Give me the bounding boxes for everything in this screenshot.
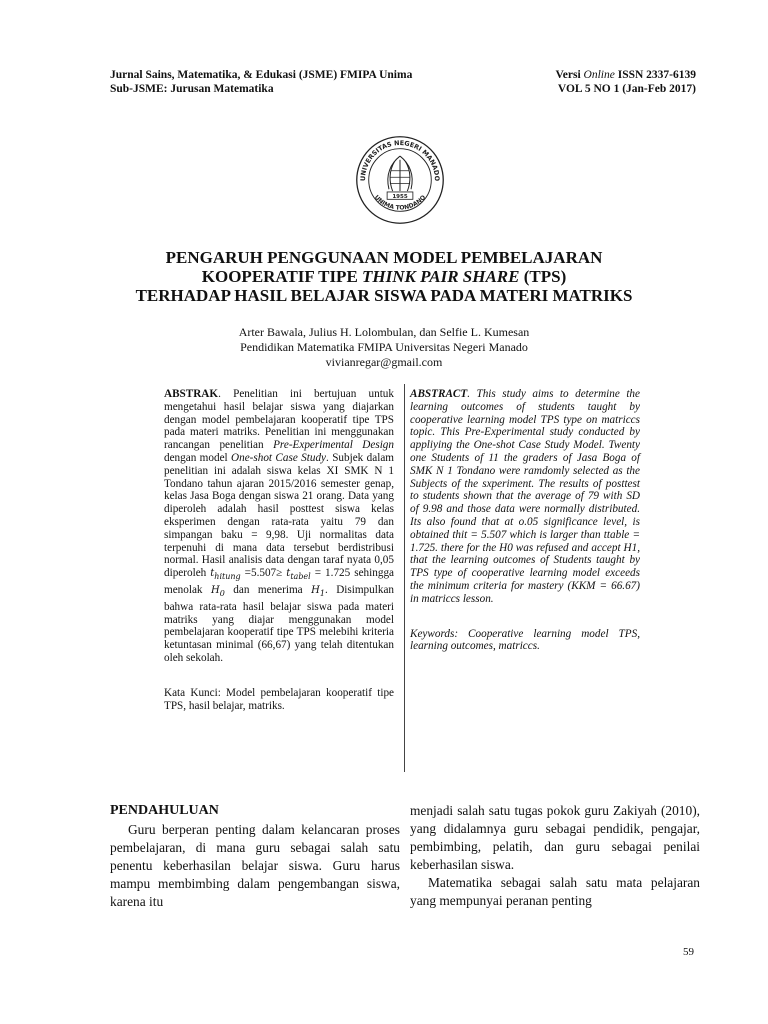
volume-line: VOL 5 NO 1 (Jan-Feb 2017) [557, 83, 696, 95]
affiliation: Pendidikan Matematika FMIPA Universitas Negeri Manado [240, 340, 528, 354]
journal-header-right [556, 68, 696, 96]
seal-year: 1955 [392, 193, 408, 200]
body-column-right [410, 802, 700, 910]
abstract-english: ABSTRACT. This study aims to determine the learning outcomes of students taught by cooperative learning model TPS type on matriccs topic. This Pre-Experimental study conducted by appliying the One-shot Case Study Model. Twenty one Students of 11 the graders of Jasa Boga of SMK N 1 Tondano were ramdomly selected as the Subjects of the sxperiment. The results of posttest to students shown that the average of 79 with SD of 9.98 and those data were normally distributed. Its also found that at o.05 significance level, is obtained thit = 5.507 which is larger than ttable = 1.725. there for the H0 was refused and accept H1, that the learning outcomes of Students taught by TPS type of cooperative learning model exceeds the minimum criteria for mastery (KKM = 66.67) in matriccs lesson. Keywords: Cooperative learning model TPS, learning outcomes, matriccs. [410, 388, 640, 653]
university-seal-icon [354, 134, 446, 226]
author-block [80, 325, 688, 370]
journal-name: Jurnal Sains, Matematika, & Edukasi (JSME) FMIPA Unima [110, 69, 413, 81]
body-paragraph: menjadi salah satu tugas pokok guru Zakiyah (2010), yang didalamnya guru sebagai pendidik, pengajar, pembimbing, pelatih, dan guru sebagai penilai keberhasilan siswa. [410, 803, 700, 872]
keywords-indonesian: Kata Kunci: Model pembelajaran kooperatif tipe TPS, hasil belajar, matriks. [164, 686, 394, 712]
body-paragraph: Guru berperan penting dalam kelancaran proses pembelajaran, di mana guru sebagai salah satu penentu keberhasilan belajar siswa. Guru harus mampu membimbing dalam pengembangan siswa, karena itu [110, 822, 400, 909]
body-column-left [110, 802, 400, 911]
journal-header-left [110, 68, 412, 96]
abstract-indonesian: ABSTRAK. Penelitian ini bertujuan untuk mengetahui hasil belajar siswa yang diajarkan dengan model pembelajaran kooperatif tipe TPS pada materi matriks. Penelitian ini menggunakan rancangan penelitian Pre-Experimental Design dengan model One-shot Case Study. Subjek dalam penelitian ini adalah siswa kelas XI SMK N 1 Tondano tahun ajaran 2015/2016 semester genap, kelas Jasa Boga dengan siswa 21 orang. Data yang diperoleh adalah hasil posttest siswa kelas eksperimen dengan rata-rata yaitu 79 dan simpangan baku = 9,98. Uji normalitas data terpenuhi di mana data tersebut berdistribusi normal. Hasil analisis data dengan taraf nyata 0,05 diperoleh $t_{hitung} =5.507\ge t_{tabel} = 1.725$ sehingga menolak $H_0$ dan menerima $H_1$. Disimpulkan bahwa rata-rata hasil belajar siswa pada materi matriks yang diajar menggunakan model pembelajaran kooperatif tipe TPS melebihi kriteria ketuntasan minimal (66,67) yang telah ditentukan oleh sekolah. Kata Kunci: Model pembelajaran kooperatif tipe TPS, hasil belajar, matriks. [164, 388, 395, 712]
body-paragraph: Matematika sebagai salah satu mata pelajaran yang mempunyai peranan penting [410, 875, 700, 908]
keywords-english: Keywords: Cooperative learning model TPS, learning outcomes, matriccs. [410, 627, 640, 653]
author-names: Arter Bawala, Julius H. Lolombulan, dan Selfie L. Kumesan [238, 325, 530, 339]
section-heading: PENDAHULUAN [110, 803, 219, 818]
page-number: 59 [683, 946, 694, 958]
abstract-divider [404, 384, 405, 772]
issn-line: Versi Online ISSN 2337-6139 [555, 69, 696, 81]
author-email: vivianregar@gmail.com [325, 355, 443, 369]
journal-subsection: Sub-JSME: Jurusan Matematika [110, 83, 274, 95]
seal-text-bottom: UNIMA TONDANO [372, 193, 428, 212]
abstract-block [164, 384, 640, 772]
paper-title: PENGARUH PENGGUNAAN MODEL PEMBELAJARAN KOOPERATIF TIPE THINK PAIR SHARE (TPS) TERHADAP HASIL BELAJAR SISWA PADA MATERI MATRIKS [135, 248, 633, 305]
seal-text-top: UNIVERSITAS NEGERI MANADO [358, 138, 442, 182]
